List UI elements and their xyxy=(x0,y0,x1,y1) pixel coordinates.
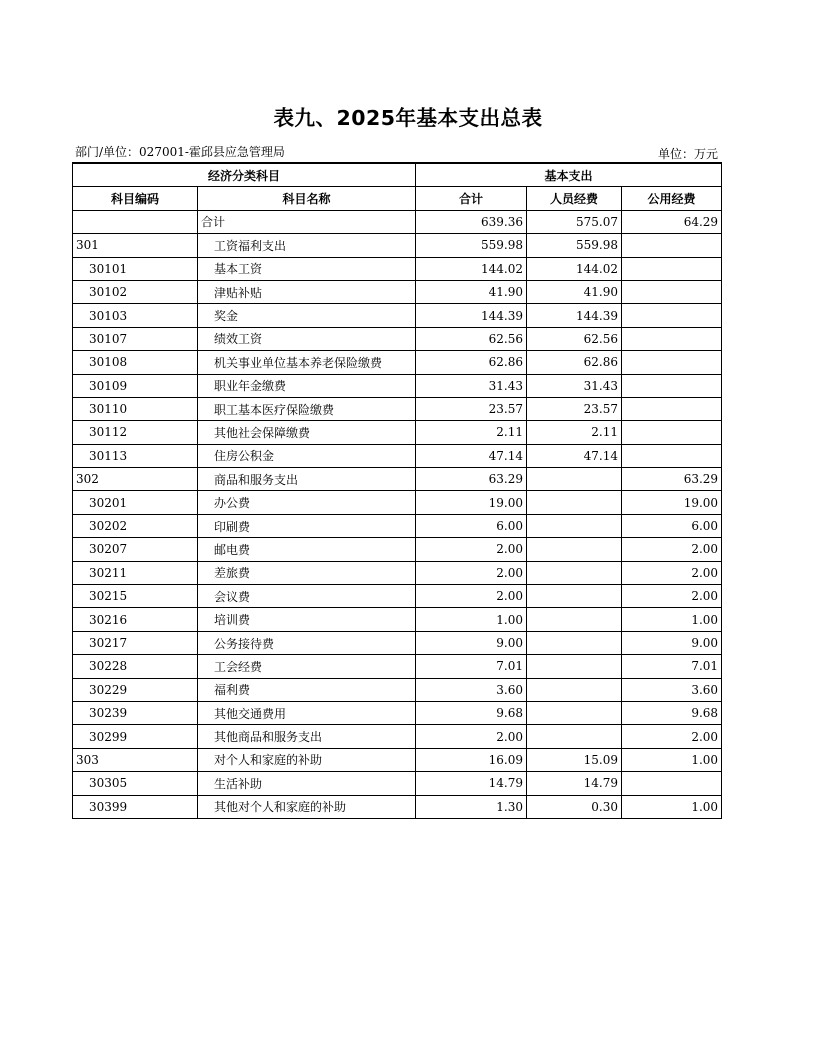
cell-code: 30228 xyxy=(73,655,198,678)
cell-code: 30101 xyxy=(73,257,198,280)
cell-total: 3.60 xyxy=(416,678,527,701)
cell-name: 会议费 xyxy=(198,585,416,608)
cell-personnel: 559.98 xyxy=(527,234,622,257)
cell-public: 1.00 xyxy=(622,748,722,771)
table-row xyxy=(73,631,722,654)
cell-personnel xyxy=(527,514,622,537)
cell-code: 30217 xyxy=(73,631,198,654)
cell-total: 639.36 xyxy=(416,210,527,233)
cell-total: 63.29 xyxy=(416,468,527,491)
cell-public: 9.00 xyxy=(622,631,722,654)
cell-total: 41.90 xyxy=(416,280,527,303)
table-row xyxy=(73,444,722,467)
cell-code: 30229 xyxy=(73,678,198,701)
cell-name: 职工基本医疗保险缴费 xyxy=(198,397,416,420)
table-row xyxy=(73,351,722,374)
header-public: 公用经费 xyxy=(622,187,722,210)
cell-public xyxy=(622,444,722,467)
cell-code: 30201 xyxy=(73,491,198,514)
cell-public: 2.00 xyxy=(622,561,722,584)
cell-code: 30211 xyxy=(73,561,198,584)
cell-total: 1.00 xyxy=(416,608,527,631)
cell-name: 机关事业单位基本养老保险缴费 xyxy=(198,351,416,374)
cell-personnel xyxy=(527,725,622,748)
cell-total: 1.30 xyxy=(416,795,527,818)
cell-personnel xyxy=(527,608,622,631)
cell-public xyxy=(622,280,722,303)
cell-code: 30202 xyxy=(73,514,198,537)
table-row xyxy=(73,421,722,444)
cell-code: 30207 xyxy=(73,538,198,561)
cell-name: 绩效工资 xyxy=(198,327,416,350)
cell-total: 62.56 xyxy=(416,327,527,350)
cell-personnel xyxy=(527,678,622,701)
cell-total: 31.43 xyxy=(416,374,527,397)
cell-personnel xyxy=(527,491,622,514)
cell-code: 30102 xyxy=(73,280,198,303)
cell-name: 合计 xyxy=(198,210,416,233)
cell-code: 30305 xyxy=(73,772,198,795)
cell-personnel: 14.79 xyxy=(527,772,622,795)
cell-personnel xyxy=(527,585,622,608)
cell-personnel: 575.07 xyxy=(527,210,622,233)
cell-total: 144.39 xyxy=(416,304,527,327)
cell-personnel: 41.90 xyxy=(527,280,622,303)
page-title: 表九、2025年基本支出总表 xyxy=(273,106,543,130)
header-code: 科目编码 xyxy=(73,187,198,210)
cell-public xyxy=(622,374,722,397)
cell-total: 144.02 xyxy=(416,257,527,280)
table-row xyxy=(73,468,722,491)
cell-public xyxy=(622,397,722,420)
cell-code: 30215 xyxy=(73,585,198,608)
cell-total: 7.01 xyxy=(416,655,527,678)
table-row xyxy=(73,701,722,724)
cell-personnel xyxy=(527,631,622,654)
cell-name: 邮电费 xyxy=(198,538,416,561)
header-basic-expenditure: 基本支出 xyxy=(416,163,722,187)
cell-code: 30109 xyxy=(73,374,198,397)
cell-total: 2.00 xyxy=(416,561,527,584)
cell-public xyxy=(622,351,722,374)
cell-total: 47.14 xyxy=(416,444,527,467)
table-row xyxy=(73,327,722,350)
cell-name: 差旅费 xyxy=(198,561,416,584)
cell-name: 基本工资 xyxy=(198,257,416,280)
cell-total: 14.79 xyxy=(416,772,527,795)
cell-total: 2.00 xyxy=(416,725,527,748)
cell-personnel: 144.39 xyxy=(527,304,622,327)
header-group-row xyxy=(73,163,722,187)
table-body xyxy=(73,210,722,818)
cell-personnel: 2.11 xyxy=(527,421,622,444)
cell-total: 9.68 xyxy=(416,701,527,724)
cell-public: 6.00 xyxy=(622,514,722,537)
table-row xyxy=(73,678,722,701)
table-row xyxy=(73,608,722,631)
cell-public xyxy=(622,234,722,257)
cell-personnel xyxy=(527,561,622,584)
cell-public xyxy=(622,421,722,444)
cell-public xyxy=(622,327,722,350)
cell-name: 福利费 xyxy=(198,678,416,701)
cell-personnel: 0.30 xyxy=(527,795,622,818)
table-row xyxy=(73,772,722,795)
cell-public: 19.00 xyxy=(622,491,722,514)
cell-name: 其他社会保障缴费 xyxy=(198,421,416,444)
cell-code: 303 xyxy=(73,748,198,771)
cell-total: 2.00 xyxy=(416,585,527,608)
cell-total: 23.57 xyxy=(416,397,527,420)
cell-name: 商品和服务支出 xyxy=(198,468,416,491)
cell-personnel: 31.43 xyxy=(527,374,622,397)
table-row xyxy=(73,561,722,584)
cell-personnel: 23.57 xyxy=(527,397,622,420)
table-row xyxy=(73,491,722,514)
cell-name: 工资福利支出 xyxy=(198,234,416,257)
cell-code: 30299 xyxy=(73,725,198,748)
cell-code: 30108 xyxy=(73,351,198,374)
table-row xyxy=(73,257,722,280)
table-row xyxy=(73,514,722,537)
cell-name: 住房公积金 xyxy=(198,444,416,467)
table-row xyxy=(73,397,722,420)
cell-name: 培训费 xyxy=(198,608,416,631)
cell-public: 1.00 xyxy=(622,795,722,818)
header-column-row xyxy=(73,187,722,210)
cell-code: 30113 xyxy=(73,444,198,467)
cell-total: 6.00 xyxy=(416,514,527,537)
cell-code: 301 xyxy=(73,234,198,257)
cell-code: 30216 xyxy=(73,608,198,631)
cell-personnel: 15.09 xyxy=(527,748,622,771)
cell-name: 奖金 xyxy=(198,304,416,327)
cell-total: 2.11 xyxy=(416,421,527,444)
cell-name: 其他交通费用 xyxy=(198,701,416,724)
cell-public: 64.29 xyxy=(622,210,722,233)
header-total: 合计 xyxy=(416,187,527,210)
cell-name: 津贴补贴 xyxy=(198,280,416,303)
cell-name: 对个人和家庭的补助 xyxy=(198,748,416,771)
cell-total: 62.86 xyxy=(416,351,527,374)
cell-total: 16.09 xyxy=(416,748,527,771)
cell-total: 19.00 xyxy=(416,491,527,514)
cell-code: 30107 xyxy=(73,327,198,350)
table-row xyxy=(73,725,722,748)
table-row xyxy=(73,538,722,561)
cell-total: 9.00 xyxy=(416,631,527,654)
cell-name: 职业年金缴费 xyxy=(198,374,416,397)
table-row xyxy=(73,585,722,608)
cell-personnel xyxy=(527,655,622,678)
cell-code: 30112 xyxy=(73,421,198,444)
department-label: 部门/单位：027001-霍邱县应急管理局 xyxy=(75,145,285,159)
cell-public xyxy=(622,304,722,327)
cell-total: 2.00 xyxy=(416,538,527,561)
cell-code: 30399 xyxy=(73,795,198,818)
cell-code xyxy=(73,210,198,233)
cell-code: 30239 xyxy=(73,701,198,724)
cell-personnel xyxy=(527,701,622,724)
cell-code: 30110 xyxy=(73,397,198,420)
header-economic-classification: 经济分类科目 xyxy=(73,163,416,187)
cell-public xyxy=(622,772,722,795)
cell-name: 其他对个人和家庭的补助 xyxy=(198,795,416,818)
table-row xyxy=(73,234,722,257)
header-personnel: 人员经费 xyxy=(527,187,622,210)
cell-public: 3.60 xyxy=(622,678,722,701)
cell-personnel: 144.02 xyxy=(527,257,622,280)
cell-public: 1.00 xyxy=(622,608,722,631)
unit-label: 单位：万元 xyxy=(657,147,718,161)
table-row xyxy=(73,655,722,678)
cell-personnel: 62.86 xyxy=(527,351,622,374)
cell-public: 2.00 xyxy=(622,725,722,748)
table-row xyxy=(73,280,722,303)
header-name: 科目名称 xyxy=(198,187,416,210)
cell-personnel xyxy=(527,468,622,491)
table-row xyxy=(73,748,722,771)
cell-personnel xyxy=(527,538,622,561)
cell-name: 其他商品和服务支出 xyxy=(198,725,416,748)
cell-name: 公务接待费 xyxy=(198,631,416,654)
cell-name: 生活补助 xyxy=(198,772,416,795)
cell-public: 2.00 xyxy=(622,585,722,608)
cell-personnel: 47.14 xyxy=(527,444,622,467)
table-row xyxy=(73,210,722,233)
cell-code: 302 xyxy=(73,468,198,491)
cell-total: 559.98 xyxy=(416,234,527,257)
table-row xyxy=(73,304,722,327)
cell-public: 9.68 xyxy=(622,701,722,724)
cell-public xyxy=(622,257,722,280)
basic-expenditure-table xyxy=(72,162,722,819)
cell-name: 印刷费 xyxy=(198,514,416,537)
cell-code: 30103 xyxy=(73,304,198,327)
cell-public: 2.00 xyxy=(622,538,722,561)
table-row xyxy=(73,374,722,397)
cell-name: 工会经费 xyxy=(198,655,416,678)
cell-public: 63.29 xyxy=(622,468,722,491)
cell-personnel: 62.56 xyxy=(527,327,622,350)
cell-name: 办公费 xyxy=(198,491,416,514)
cell-public: 7.01 xyxy=(622,655,722,678)
table-row xyxy=(73,795,722,818)
